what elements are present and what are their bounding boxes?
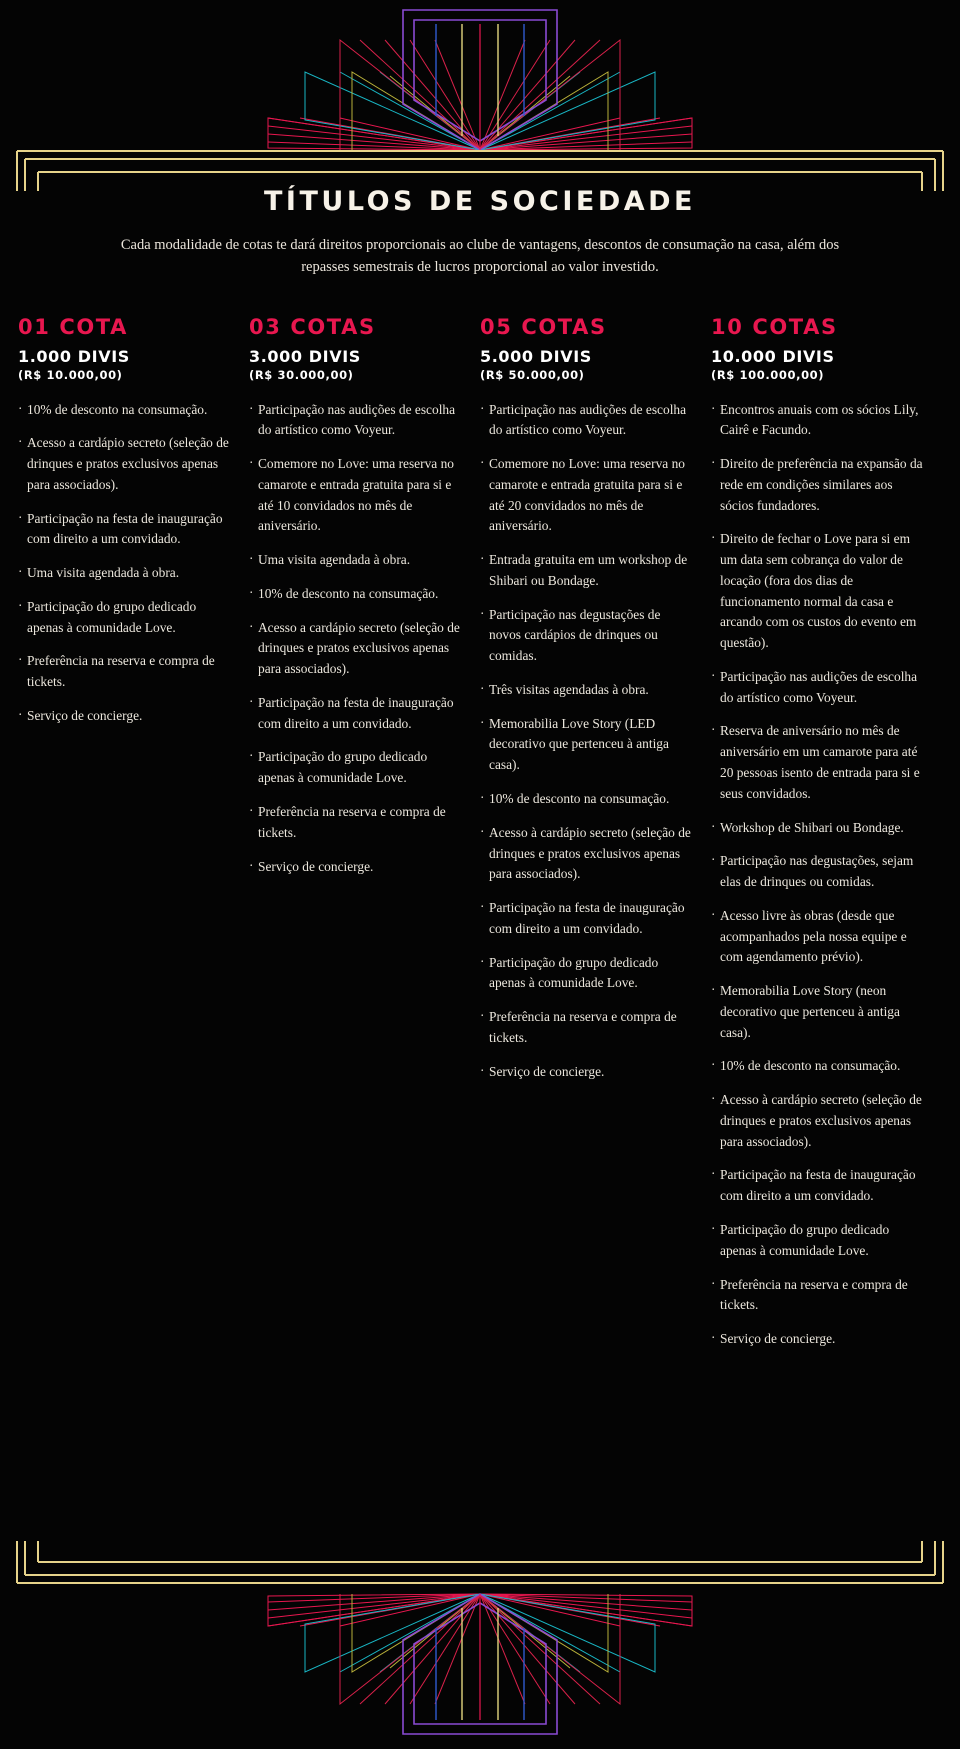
list-item: · Entrada gratuita em um workshop de Shibari ou Bondage. [480,550,695,592]
list-item: · Serviço de concierge. [249,857,464,878]
tier-amount: 5.000 DIVIS [480,346,592,366]
list-item: · Encontros anuais com os sócios Lily, Cairê e Facundo. [711,400,926,442]
list-item: · Acesso a cardápio secreto (seleção de drinques e pratos exclusivos apenas para associados). [249,618,464,680]
benefit-list [480,400,695,1083]
list-item: · Comemore no Love: uma reserva no camarote e entrada gratuita para si e até 10 convidados no mês de aniversário. [249,454,464,537]
list-item: · Participação nas audições de escolha do artístico como Voyeur. [711,667,926,709]
list-item: · Uma visita agendada à obra. [249,550,464,571]
tier-column-4 [711,315,942,1363]
intro-paragraph: Cada modalidade de cotas te dará direitos proporcionais ao clube de vantagens, descontos de consumação na casa, além dos repasses semestrais de lucros proporcional ao valor investido. [120,237,840,275]
list-item: · 10% de desconto na consumação. [480,789,695,810]
list-item: · Participação na festa de inauguração com direito a um convidado. [249,693,464,735]
tier-columns [0,315,960,1363]
list-item: · Participação nas degustações de novos cardápios de drinques ou comidas. [480,605,695,667]
list-item: · 10% de desconto na consumação. [18,400,233,421]
list-item: · Preferência na reserva e compra de tickets. [249,802,464,844]
art-deco-fan-bottom-icon [0,1584,960,1744]
list-item: · Workshop de Shibari ou Bondage. [711,818,926,839]
art-deco-fan-top-icon [0,0,960,160]
list-item: · Acesso à cardápio secreto (seleção de drinques e pratos exclusivos apenas para associados). [480,823,695,885]
list-item: · Três visitas agendadas à obra. [480,680,695,701]
tier-amount: 3.000 DIVIS [249,346,361,366]
list-item: · Uma visita agendada à obra. [18,563,233,584]
tier-price: (R$ 30.000,00) [249,367,354,382]
list-item: · Acesso livre às obras (desde que acompanhados pela nossa equipe e com agendamento prévio). [711,906,926,968]
list-item: · Participação na festa de inauguração com direito a um convidado. [480,898,695,940]
tier-amount: 10.000 DIVIS [711,346,835,366]
tier-title: 10 COTAS [711,314,838,339]
tier-title: 03 COTAS [249,314,376,339]
list-item: · Participação do grupo dedicado apenas à comunidade Love. [249,747,464,789]
list-item: · Preferência na reserva e compra de tickets. [711,1275,926,1317]
list-item: · Reserva de aniversário no mês de aniversário em um camarote para até 20 pessoas isento de entrada para si e seus convidados. [711,721,926,804]
document-body [0,186,960,1363]
tier-title: 01 COTA [18,314,128,339]
list-item: · Memorabilia Love Story (LED decorativo que pertenceu à antiga casa). [480,714,695,776]
list-item: · Acesso à cardápio secreto (seleção de drinques e pratos exclusivos apenas para associados). [711,1090,926,1152]
list-item: · Participação nas audições de escolha do artístico como Voyeur. [480,400,695,442]
list-item: · Direito de preferência na expansão da rede em condições similares aos sócios fundadores. [711,454,926,516]
gold-frame-bottom [16,1538,944,1584]
page-title: TÍTULOS DE SOCIEDADE [264,186,696,217]
tier-amount: 1.000 DIVIS [18,346,130,366]
list-item: · Participação do grupo dedicado apenas à comunidade Love. [18,597,233,639]
list-item: · Serviço de concierge. [18,706,233,727]
benefit-list [711,400,926,1350]
tier-column-3 [480,315,711,1363]
list-item: · Participação na festa de inauguração com direito a um convidado. [18,509,233,551]
list-item: · Preferência na reserva e compra de tickets. [18,651,233,693]
list-item: · Serviço de concierge. [480,1062,695,1083]
tier-column-1 [18,315,249,1363]
tier-title: 05 COTAS [480,314,607,339]
benefit-list [18,400,233,727]
tier-column-2 [249,315,480,1363]
list-item: · 10% de desconto na consumação. [711,1056,926,1077]
list-item: · Serviço de concierge. [711,1329,926,1350]
tier-price: (R$ 100.000,00) [711,367,825,382]
list-item: · Participação do grupo dedicado apenas à comunidade Love. [711,1220,926,1262]
list-item: · Participação na festa de inauguração com direito a um convidado. [711,1165,926,1207]
list-item: · Memorabilia Love Story (neon decorativo que pertenceu à antiga casa). [711,981,926,1043]
list-item: · Acesso a cardápio secreto (seleção de drinques e pratos exclusivos apenas para associados). [18,433,233,495]
list-item: · Preferência na reserva e compra de tickets. [480,1007,695,1049]
tier-price: (R$ 50.000,00) [480,367,585,382]
benefit-list [249,400,464,878]
list-item: · Comemore no Love: uma reserva no camarote e entrada gratuita para si e até 20 convidados no mês de aniversário. [480,454,695,537]
list-item: · Participação do grupo dedicado apenas à comunidade Love. [480,953,695,995]
list-item: · Participação nas audições de escolha do artístico como Voyeur. [249,400,464,442]
tier-price: (R$ 10.000,00) [18,367,123,382]
list-item: · Participação nas degustações, sejam elas de drinques ou comidas. [711,851,926,893]
list-item: · Direito de fechar o Love para si em um data sem cobrança do valor de locação (fora dos dias de funcionamento normal da casa e arcando com os custos do evento em questão). [711,529,926,654]
list-item: · 10% de desconto na consumação. [249,584,464,605]
